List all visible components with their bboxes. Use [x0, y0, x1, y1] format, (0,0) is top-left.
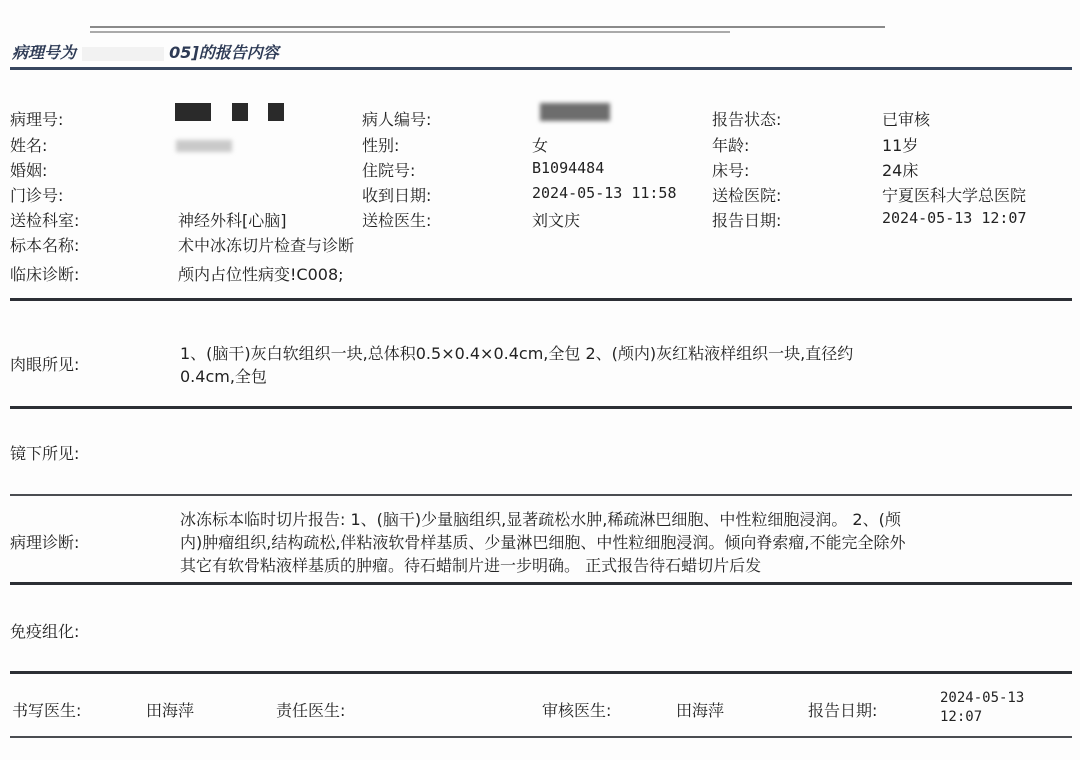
hospital-value: 宁夏医科大学总医院 [882, 186, 1027, 205]
header-title-right: 05]的报告内容 [169, 43, 279, 62]
top-rule [90, 26, 885, 28]
diagnosis-text [180, 508, 906, 577]
report-status-label: 报告状态: [712, 110, 782, 129]
micro-label: 镜下所见: [10, 444, 80, 463]
clinical-dx-value: 颅内占位性病变!C008; [178, 265, 344, 284]
pathology-no-redacted-3 [268, 103, 284, 121]
diagnosis-label: 病理诊断: [10, 533, 80, 552]
top-rule-short [90, 31, 730, 33]
header-title-left: 病理号为 [12, 43, 77, 62]
name-label: 姓名: [10, 136, 48, 155]
pathology-no-redacted-2 [232, 103, 248, 121]
divider-gross [10, 406, 1072, 409]
report-date-label: 报告日期: [712, 211, 782, 230]
footer-report-date-line-1: 2024-05-13 [940, 690, 1025, 706]
doctor-value: 刘文庆 [532, 211, 581, 230]
divider-footer [10, 736, 1072, 738]
clinical-dx-label: 临床诊断: [10, 265, 80, 284]
outpatient-no-label: 门诊号: [10, 186, 64, 205]
gender-value: 女 [532, 136, 549, 155]
specimen-label: 标本名称: [10, 236, 80, 255]
divider-ihc [10, 671, 1072, 674]
age-label: 年龄: [712, 136, 750, 155]
department-label: 送检科室: [10, 211, 80, 230]
footer-report-date-label: 报告日期: [808, 701, 878, 720]
footer-report-date-line-2: 12:07 [940, 709, 983, 725]
gross-line-1: 1、(脑干)灰白软组织一块,总体积0.5×0.4×0.4cm,全包 2、(颅内)灰红粘液样组织一块,直径约 [180, 344, 854, 363]
writer-value: 田海萍 [146, 701, 195, 720]
report-status-value: 已审核 [882, 110, 931, 129]
doctor-label: 送检医生: [362, 211, 432, 230]
gender-label: 性别: [362, 136, 400, 155]
specimen-value: 术中冰冻切片检查与诊断 [178, 236, 355, 255]
received-date-value: 2024-05-13 11:58 [532, 184, 677, 202]
hospital-label: 送检医院: [712, 186, 782, 205]
header-underline [10, 67, 1072, 70]
gross-line-2: 0.4cm,全包 [180, 367, 267, 386]
report-date-value: 2024-05-13 12:07 [882, 209, 1027, 227]
writer-label: 书写医生: [12, 701, 82, 720]
patient-no-redacted [540, 103, 610, 121]
reviewer-label: 审核医生: [542, 701, 612, 720]
divider-diagnosis [10, 582, 1072, 585]
divider-info [10, 298, 1072, 301]
diagnosis-line-3: 其它有软骨粘液样基质的肿瘤。待石蜡制片进一步明确。 正式报告待石蜡切片后发 [180, 556, 762, 575]
pathology-no-label: 病理号: [10, 110, 64, 129]
department-value: 神经外科[心脑] [178, 211, 287, 230]
divider-micro [10, 494, 1072, 496]
header-redaction [82, 47, 164, 61]
bed-value: 24床 [882, 161, 919, 180]
diagnosis-line-1: 冰冻标本临时切片报告: 1、(脑干)少量脑组织,显著疏松水肿,稀疏淋巴细胞、中性粒细胞浸润。 2、(颅 [180, 510, 901, 529]
bed-label: 床号: [712, 161, 750, 180]
gross-text [180, 342, 853, 388]
inpatient-no-value: B1094484 [532, 159, 605, 177]
responsible-label: 责任医生: [276, 701, 346, 720]
reviewer-value: 田海萍 [676, 701, 725, 720]
diagnosis-line-2: 内)肿瘤组织,结构疏松,伴粘液软骨样基质、少量淋巴细胞、中性粒细胞浸润。倾向脊索瘤,不能完全除外 [180, 533, 906, 552]
received-date-label: 收到日期: [362, 186, 432, 205]
marriage-label: 婚姻: [10, 161, 48, 180]
inpatient-no-label: 住院号: [362, 161, 416, 180]
report-header [12, 40, 279, 63]
ihc-label: 免疫组化: [10, 622, 80, 641]
gross-label: 肉眼所见: [10, 355, 80, 374]
pathology-no-redacted [175, 103, 211, 121]
patient-no-label: 病人编号: [362, 110, 432, 129]
footer-report-date [940, 689, 1024, 727]
age-value: 11岁 [882, 136, 919, 155]
name-redacted [176, 140, 232, 152]
